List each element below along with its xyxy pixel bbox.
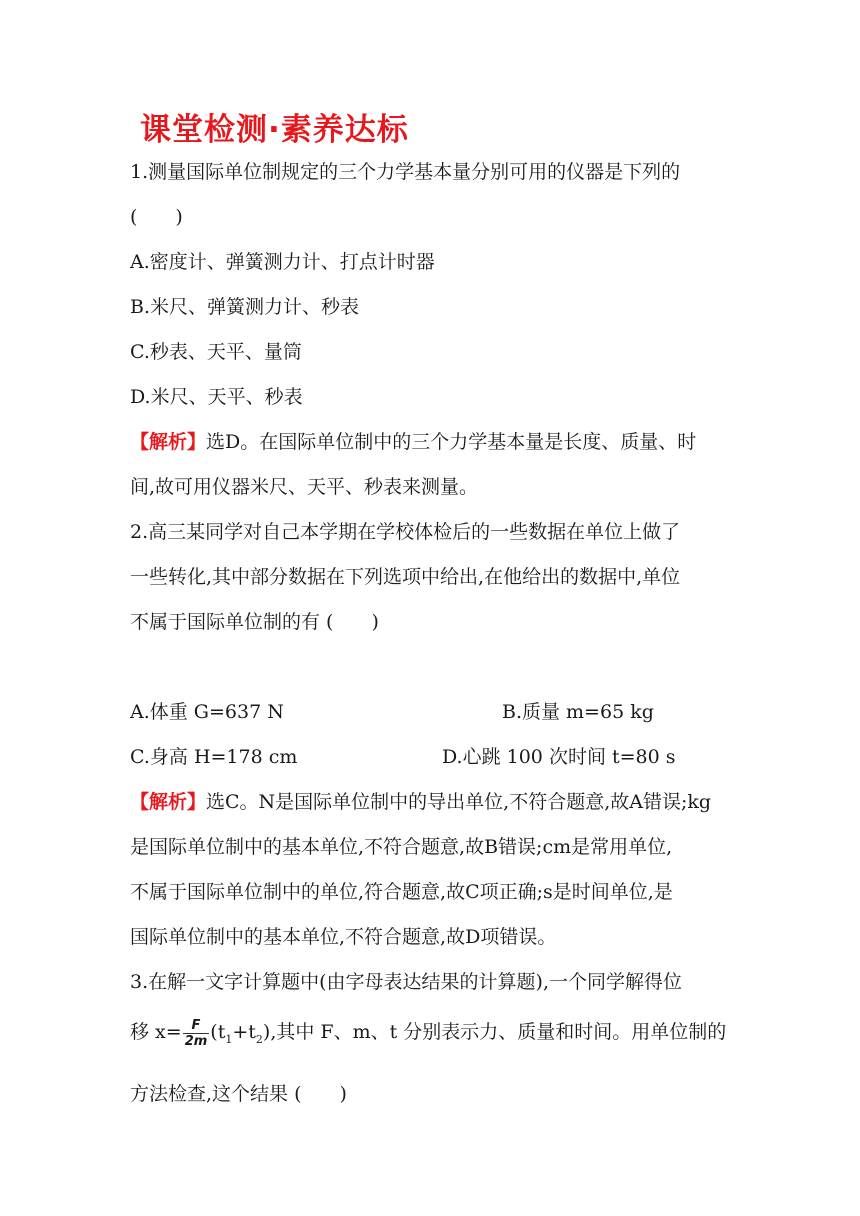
- q2-stem-line2: 一些转化,其中部分数据在下列选项中给出,在他给出的数据中,单位: [130, 566, 681, 588]
- q3-stem-suffix: ),其中 F、m、t 分别表示力、质量和时间。用单位制的: [262, 1021, 727, 1043]
- q1-option-c: C.秒表、天平、量筒: [130, 341, 302, 363]
- q3-stem-line1: 3.在解一文字计算题中(由字母表达结果的计算题),一个同学解得位: [130, 971, 682, 993]
- q2-analysis-tag: 【解析】: [130, 791, 207, 813]
- q3-fraction: [183, 1018, 210, 1049]
- q3-stem-line3: 方法检查,这个结果 ( ): [130, 1083, 347, 1105]
- q3-fraction-denominator: 2m: [184, 1033, 208, 1049]
- q3-stem-prefix: 移 x=: [130, 1021, 182, 1043]
- q1-option-b: B.米尺、弹簧测力计、秒表: [130, 296, 360, 318]
- q2-option-b: B.质量 m=65 kg: [502, 701, 654, 723]
- q2-option-d: D.心跳 100 次时间 t=80 s: [442, 746, 676, 768]
- page-title: 课堂检测·素养达标: [140, 112, 409, 148]
- q1-stem-line1: 1.测量国际单位制规定的三个力学基本量分别可用的仪器是下列的: [130, 161, 681, 183]
- q3-fraction-numerator: F: [183, 1018, 210, 1034]
- q2-options-row1: [130, 700, 740, 724]
- q1-stem-line2: ( ): [130, 206, 183, 228]
- q1-option-d: D.米尺、天平、秒表: [130, 386, 303, 408]
- q2-analysis-line3: 不属于国际单位制中的单位,符合题意,故C项正确;s是时间单位,是: [130, 881, 673, 903]
- q3-paren-open: (t: [210, 1021, 226, 1043]
- q2-stem-line3: 不属于国际单位制的有 ( ): [130, 611, 379, 633]
- q1-analysis-tag: 【解析】: [130, 431, 207, 453]
- q1-analysis-line1: [130, 430, 740, 454]
- q2-analysis-line2: 是国际单位制中的基本单位,不符合题意,故B错误;cm是常用单位,: [130, 836, 673, 858]
- q2-stem-line1: 2.高三某同学对自己本学期在学校体检后的一些数据在单位上做了: [130, 521, 681, 543]
- q1-analysis-text: 选D。在国际单位制中的三个力学基本量是长度、质量、时: [206, 431, 697, 453]
- q3-plus-t: +t: [232, 1021, 256, 1043]
- q2-option-a: A.体重 G=637 N: [130, 701, 284, 723]
- q2-analysis-line1: [130, 790, 740, 814]
- q3-subscript-1: 1: [225, 1032, 233, 1046]
- q3-subscript-2: 2: [255, 1032, 263, 1046]
- q1-option-a: A.密度计、弹簧测力计、打点计时器: [130, 251, 435, 273]
- q2-analysis-text: 选C。N是国际单位制中的导出单位,不符合题意,故A错误;kg: [206, 791, 712, 813]
- q2-analysis-line4: 国际单位制中的基本单位,不符合题意,故D项错误。: [130, 926, 557, 948]
- q1-analysis-line2: 间,故可用仪器米尺、天平、秒表来测量。: [130, 476, 479, 498]
- q2-options-row2: [130, 745, 740, 769]
- q2-option-c: C.身高 H=178 cm: [130, 746, 298, 768]
- q3-stem-line2: [130, 1012, 740, 1060]
